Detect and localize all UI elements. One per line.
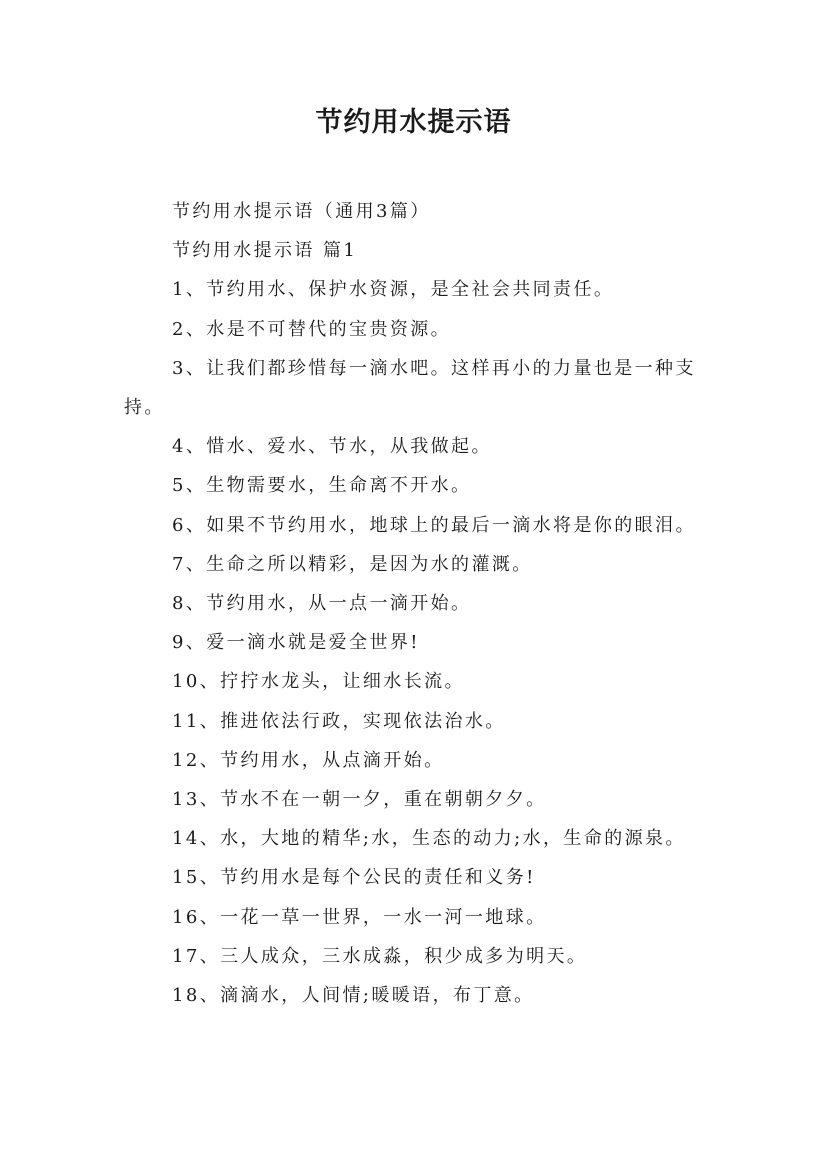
document-title: 节约用水提示语 (315, 107, 512, 138)
slogan-line: 5、生物需要水，生命离不开水。 (172, 475, 472, 497)
section-heading: 节约用水提示语 篇1 (172, 240, 358, 262)
slogan-line: 4、惜水、爱水、节水，从我做起。 (172, 436, 492, 458)
slogan-line: 3、让我们都珍惜每一滴水吧。这样再小的力量也是一种支持。 (124, 357, 696, 419)
document-body (124, 192, 710, 1015)
slogan-line: 7、生命之所以精彩，是因为水的灌溉。 (172, 553, 533, 575)
slogan-line: 14、水，大地的精华;水，生态的动力;水，生命的源泉。 (172, 828, 686, 850)
slogan-line: 10、拧拧水龙头，让细水长流。 (172, 671, 465, 693)
slogan-line: 6、如果不节约用水，地球上的最后一滴水将是你的眼泪。 (172, 514, 696, 536)
slogan-line: 15、节约用水是每个公民的责任和义务! (172, 867, 536, 889)
slogan-line: 18、滴滴水，人间情;暖暖语，布丁意。 (172, 985, 535, 1007)
slogan-line: 8、节约用水，从一点一滴开始。 (172, 593, 472, 615)
subtitle: 节约用水提示语（通用3篇） (172, 201, 431, 222)
slogan-line: 2、水是不可替代的宝贵资源。 (172, 318, 452, 340)
slogan-line: 13、节水不在一朝一夕，重在朝朝夕夕。 (172, 789, 547, 811)
slogan-line: 1、节约用水、保护水资源，是全社会共同责任。 (172, 279, 615, 301)
slogan-line: 17、三人成众，三水成淼，积少成多为明天。 (172, 945, 588, 967)
slogan-line: 12、节约用水，从点滴开始。 (172, 749, 445, 771)
slogan-line: 11、推进依法行政，实现依法治水。 (172, 710, 506, 732)
slogan-line: 16、一花一草一世界，一水一河一地球。 (172, 906, 547, 928)
slogan-line: 9、爱一滴水就是爱全世界! (172, 632, 420, 654)
